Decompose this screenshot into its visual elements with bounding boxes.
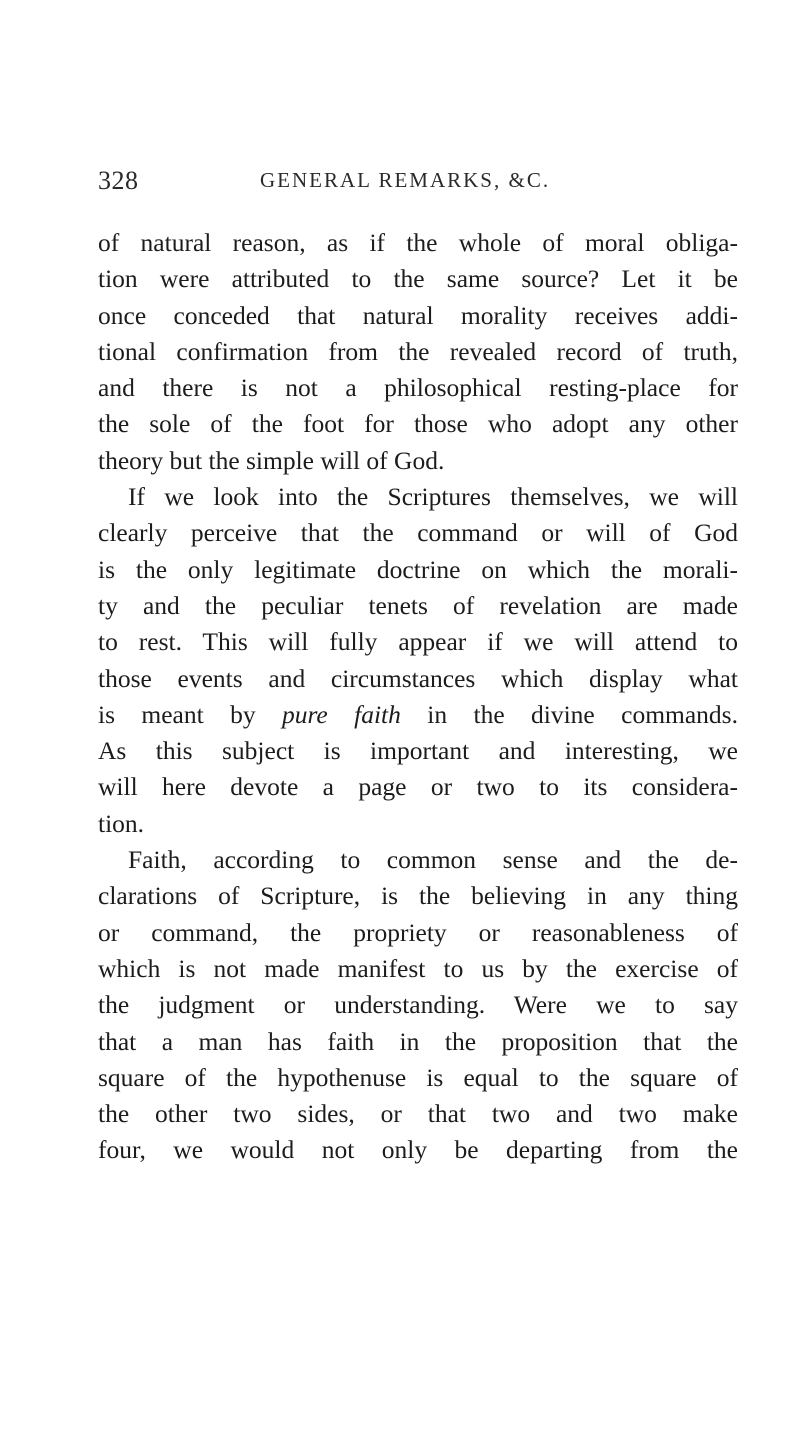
text-fragment: is meant by (98, 699, 282, 729)
text-line: four, we would not only be departing from the (98, 1135, 738, 1165)
text-line: the other two sides, or that two and two make (98, 1099, 738, 1129)
text-line-with-emphasis (98, 697, 738, 733)
text-line: of natural reason, as if the whole of moral obliga- (98, 228, 738, 257)
text-line: or command, the propriety or reasonableness of (98, 917, 738, 947)
text-line: If we look into the Scriptures themselves, we will (128, 482, 738, 512)
text-line: once conceded that natural morality receives addi- (98, 300, 738, 330)
text-line: square of the hypothenuse is equal to the square of (98, 1062, 738, 1092)
text-line: tional confirmation from the revealed record of truth, (98, 336, 738, 366)
running-head (98, 166, 738, 206)
text-line: Faith, according to common sense and the de- (128, 845, 738, 875)
text-line: which is not made manifest to us by the exercise of (98, 953, 738, 983)
text-line: theory but the simple will of God. (98, 445, 445, 475)
text-line: tion. (98, 808, 145, 838)
page-number: 328 (98, 166, 139, 195)
text-line: the sole of the foot for those who adopt any other (98, 409, 738, 439)
text-line: As this subject is important and interesting, we (98, 736, 738, 766)
text-line: those events and circumstances which display what (98, 663, 738, 693)
running-title: GENERAL REMARKS, &C. (260, 168, 551, 192)
emphasis-pure-faith: pure faith (281, 699, 401, 729)
text-line: and there is not a philosophical resting-place for (98, 373, 738, 403)
text-line: to rest. This will fully appear if we will attend to (98, 627, 738, 657)
text-line: tion were attributed to the same source? Let it be (98, 264, 738, 294)
text-line: clearly perceive that the command or will of God (98, 518, 738, 548)
text-line: that a man has faith in the proposition that the (98, 1026, 738, 1056)
text-line: ty and the peculiar tenets of revelation are made (98, 590, 738, 620)
text-line: will here devote a page or two to its considera- (98, 772, 738, 802)
text-line: is the only legitimate doctrine on which the morali- (98, 554, 738, 584)
text-fragment: in the divine commands. (400, 699, 738, 729)
text-line: the judgment or understanding. Were we to say (98, 990, 738, 1020)
body-text (98, 225, 738, 1169)
text-line: clarations of Scripture, is the believing in any thing (98, 881, 738, 911)
